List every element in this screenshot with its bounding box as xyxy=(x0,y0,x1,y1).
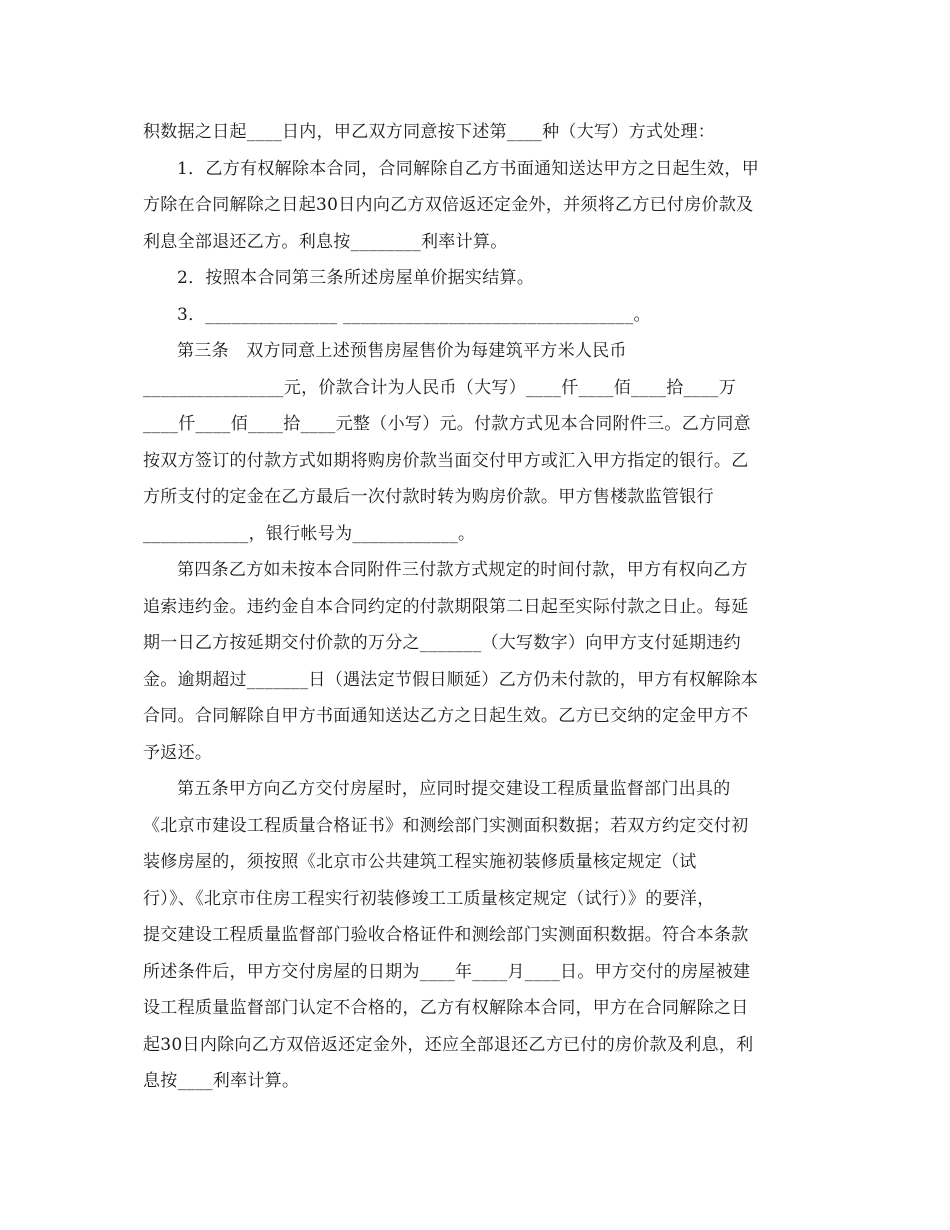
text-line: 息按____利率计算。 xyxy=(143,1071,300,1091)
text-line: ____________，银行帐号为____________。 xyxy=(143,523,476,544)
text-line: 利息全部退还乙方。利息按________利率计算。 xyxy=(143,231,508,252)
text-line: 起30日内除向乙方双倍返还定金外，还应全部退还乙方已付的房价款及利息，利 xyxy=(143,1034,754,1055)
text-line: 按双方签订的付款方式如期将购房价款当面交付甲方或汇入甲方指定的银行。乙 xyxy=(143,450,749,471)
text-line: 设工程质量监督部门认定不合格的，乙方有权解除本合同，甲方在合同解除之日 xyxy=(143,998,749,1018)
contract-text-body xyxy=(143,114,815,1100)
text-line: ____仟____佰____拾____元整（小写）元。付款方式见本合同附件三。乙方同意 xyxy=(143,414,751,434)
text-line: ________________元，价款合计为人民币（大写）____仟____佰____拾____万 xyxy=(143,377,736,398)
text-line: 追索违约金。违约金自本合同约定的付款期限第二日起至实际付款之日止。每延 xyxy=(143,596,749,617)
text-line: 《北京市建设工程质量合格证书》和测绘部门实测面积数据；若双方约定交付初 xyxy=(143,815,749,836)
text-line: 3．_______________ _________________________________。 xyxy=(177,304,651,325)
text-line: 期一日乙方按延期交付价款的万分之_______（大写数字）向甲方支付延期违约 xyxy=(143,633,741,653)
text-line: 第五条甲方向乙方交付房屋时，应同时提交建设工程质量监督部门出具的 xyxy=(177,779,731,799)
text-line: 行）》、《北京市住房工程实行初装修竣工工质量核定规定（试行）》的要洋， xyxy=(143,888,715,909)
text-line: 金。逾期超过_______日（遇法定节假日顺延）乙方仍未付款的，甲方有权解除本 xyxy=(143,669,759,690)
text-line: 方所支付的定金在乙方最后一次付款时转为购房价款。甲方售楼款监管银行 xyxy=(143,487,714,507)
text-line: 予返还。 xyxy=(143,742,213,763)
text-line: 方除在合同解除之日起30日内向乙方双倍返还定金外，并须将乙方已付房价款及 xyxy=(143,195,754,215)
text-line: 所述条件后，甲方交付房屋的日期为____年____月____日。甲方交付的房屋被建 xyxy=(143,961,751,982)
text-line: 装修房屋的，须按照《北京市公共建筑工程实施初装修质量核定规定（试 xyxy=(143,852,697,872)
text-line: 合同。合同解除自甲方书面通知送达乙方之日起生效。乙方已交纳的定金甲方不 xyxy=(143,706,749,726)
text-line: 第四条乙方如未按本合同附件三付款方式规定的时间付款，甲方有权向乙方 xyxy=(177,560,748,580)
text-line: 提交建设工程质量监督部门验收合格证件和测绘部门实测面积数据。符合本条款 xyxy=(143,925,749,945)
text-line: 1．乙方有权解除本合同，合同解除自乙方书面通知送达甲方之日起生效，甲 xyxy=(177,158,760,179)
text-line: 2．按照本合同第三条所述房屋单价据实结算。 xyxy=(177,268,535,288)
text-line: 第三条 双方同意上述预售房屋售价为每建筑平方米人民币 xyxy=(177,341,627,361)
text-line: 积数据之日起____日内，甲乙双方同意按下述第____种（大写）方式处理： xyxy=(143,122,716,142)
